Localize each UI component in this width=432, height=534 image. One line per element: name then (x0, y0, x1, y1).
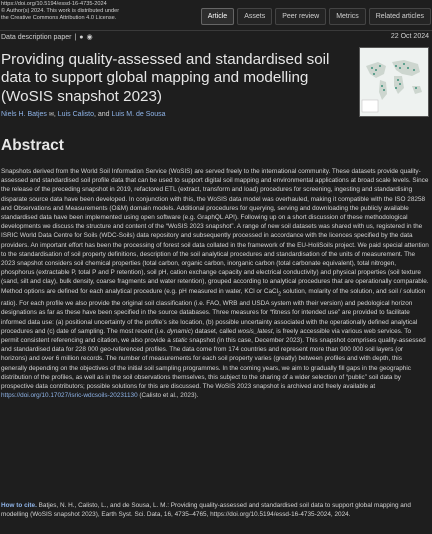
author-name[interactable]: Luis M. de Sousa (111, 111, 166, 118)
author-name[interactable]: Niels H. Batjes (1, 111, 47, 118)
tab-metrics[interactable]: Metrics (329, 8, 366, 25)
abstract-heading: Abstract (1, 137, 64, 154)
page-title: Providing quality-assessed and standardised soil data to support global mapping and modelling (WoSIS snapshot 2023) (1, 51, 330, 105)
world-map-image (360, 48, 428, 116)
doi-link[interactable]: https://doi.org/10.5194/essd-16-4735-2024 (1, 1, 107, 7)
paper-type: Data description paper (1, 33, 72, 41)
citation-text: Batjes, N. H., Calisto, L., and de Sousa, L. M.: Providing quality-assessed and standardised soil data to support global mapping and modelling (WoSIS snapshot 2023), Earth Syst. Sci. Data, 16, 4735–4765, https://doi.org/10.5194/essd-16-4735-2024, 2024. (1, 502, 411, 519)
tab-assets[interactable]: Assets (237, 8, 272, 25)
license-line-1: © Author(s) 2024. This work is distributed under (1, 8, 120, 14)
data-doi-link[interactable]: https://doi.org/10.17027/isric-wdcsoils-20231130 (1, 392, 138, 400)
publication-date: 22 Oct 2024 (390, 33, 429, 40)
author-list: Niels H. Batjes ✉, Luis Calisto, and Luis M. de Sousa (1, 111, 166, 118)
paper-type-row: Data description paper | ● ◉ (1, 33, 93, 41)
cc-icon: ◉ (86, 34, 93, 41)
tab-related-articles[interactable]: Related articles (369, 8, 431, 25)
how-to-cite-label: How to cite. (1, 502, 37, 509)
abstract-text: Snapshots derived from the World Soil Information Service (WoSIS) are served freely to the international community. These datasets provide quality-assessed and standardised soil profile data that can be used to support digital soil mapping and environmental applications at broad scale levels. Since the release of the preceding snapshot in 2019, refactored ETL (extract, transform and load) procedures for screening, ingesting and standardising disparate source data have been developed. In conjunction with this, the WoSIS data model was overhauled, making it compatible with the ISO 28258 and Observations and Measurements (O&M) domain models. Additional procedures for querying, serving and downloading the publicly available standardised data have been implemented using open software (e.g. GraphQL API). Following up on a short discussion of these methodological developments we discuss the structure and content of the “WoSIS 2023 snapshot”. A range of new soil datasets was shared with us, registered in the ISRIC World Data Centre for Soils (WDC-Soils) data repository and subsequently processed in accordance with the licences specified by the data providers. An important effort has been the processing of forest soil data collated in the framework of the EU-HoliSoils project. We paid special attention to the standardisation of soil property definitions, description of the soil analytical procedures and standardisation of the units of measurement. The 2023 snapshot considers soil chemical properties (total carbon, organic carbon, inorganic carbon (total carbonate equivalent), total nitrogen, phosphorus (extractable P, total P and P retention), soil pH, cation exchange capacity and electrical conductivity) and physical properties (soil texture (sand, silt and clay), bulk density, coarse fragments and water retention), grouped according to analytical procedures that are operationally comparable. Method options are defined for each analytical procedure (e.g. pH measured in water, KCl or CaCl$_2$ solution, molarity of the solution, and soil / solution ratio). For each profile we also provide the original soil classification (i.e. FAO, WRB and USDA system with their version) and pedological horizon designations as far as these have been specified in the source databases. Three measures for “fitness for intended use” are provided to facilitate informed data use: (a) positional uncertainty of the profile’s site location, (b) possible uncertainty associated with the operationally defined analytical procedures and (c) date of sampling. The most recent (i.e. dynamic) dataset, called wosis_latest, is freely accessible via various web services. To permit consistent referencing and citation, we also provide a static snapshot (in this case, December 2023). This snapshot comprises quality-assessed and standardised data for 228 000 geo-referenced profiles. The data come from 174 countries and represent more than 900 000 soil layers (or horizons) and over 6 million records. The number of measurements for each soil property varies (greatly) between profiles and with depth, this generally depending on the objectives of the initial soil sampling programmes. In the coming years, we aim to gradually fill gaps in the geographic distribution of the profiles, as well as in the soil observations themselves, this subject to the sharing of a wider selection of “public” soil data by prospective data contributors; possible solutions for this are discussed. The WoSIS 2023 snapshot is archived and freely available at https://doi.org/10.17027/isric-wdcsoils-20231130 (Calisto et al., 2023). (1, 168, 429, 400)
article-meta (1, 1, 201, 22)
author-name[interactable]: Luis Calisto (57, 111, 94, 118)
tab-article[interactable]: Article (201, 8, 234, 25)
email-icon[interactable]: ✉ (48, 112, 54, 118)
open-access-icon: ● (79, 33, 84, 41)
how-to-cite (1, 501, 429, 519)
license-line-2: the Creative Commons Attribution 4.0 License. (1, 15, 117, 21)
divider (0, 30, 432, 31)
tab-peer-review[interactable]: Peer review (275, 8, 326, 25)
map-thumbnail[interactable] (359, 47, 429, 117)
top-bar (0, 0, 432, 32)
article-tabs (201, 8, 431, 25)
